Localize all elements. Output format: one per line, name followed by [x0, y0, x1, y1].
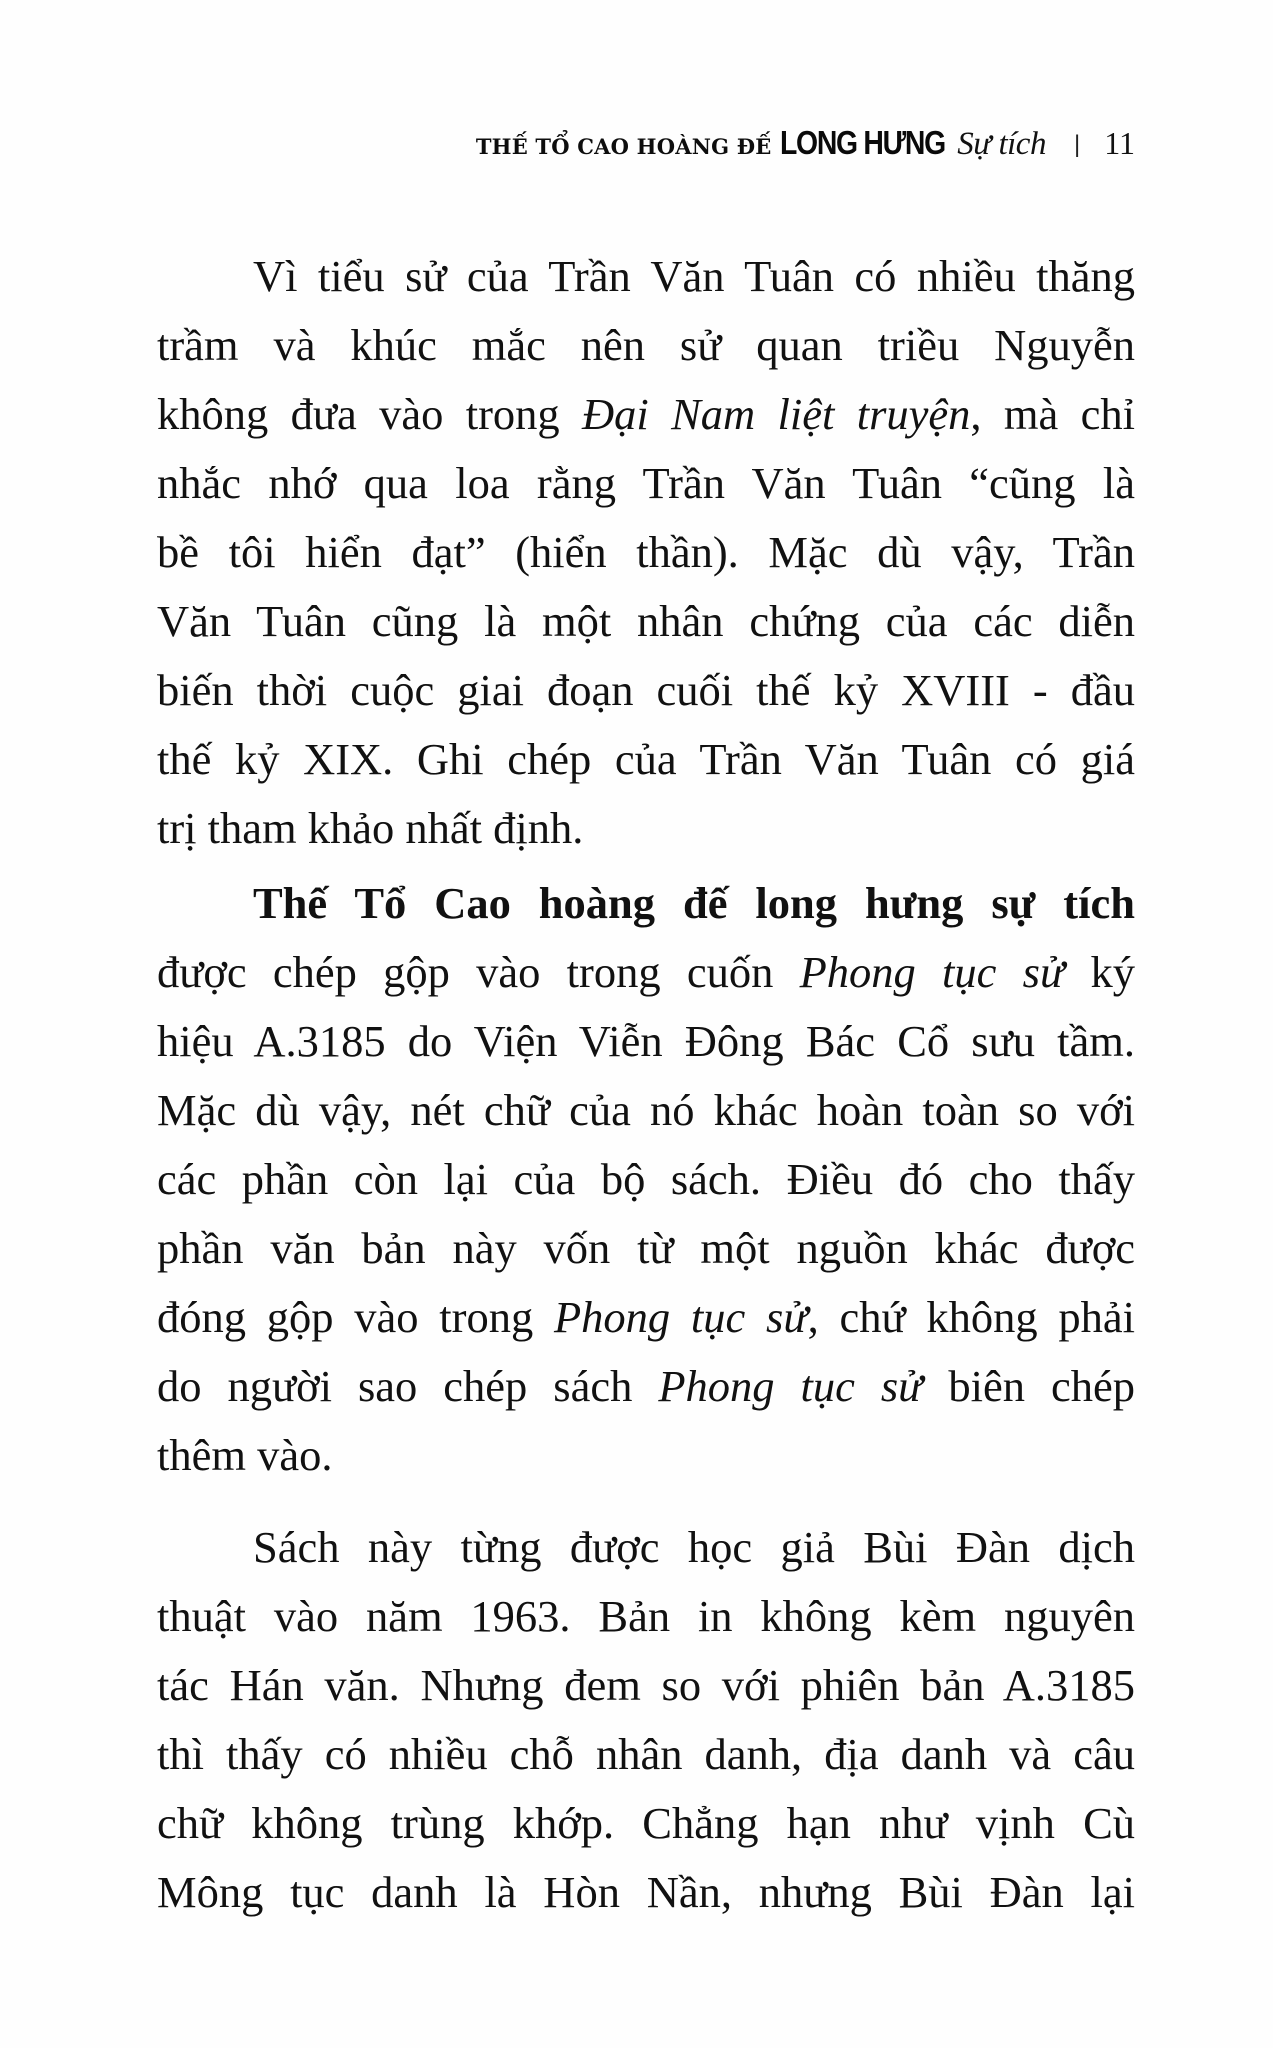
- text-run: thế kỷ XIX. Ghi chép của Trần Văn Tuân có giá: [157, 734, 1135, 784]
- text-run: bề tôi hiển đạt” (hiển thần). Mặc dù vậy, Trần: [157, 527, 1135, 577]
- text-line: [157, 449, 1135, 518]
- text-line: [157, 1858, 1135, 1927]
- text-run: tác Hán văn. Nhưng đem so với phiên bản A.3185: [157, 1660, 1135, 1710]
- text-run: , chứ không phải: [807, 1292, 1136, 1342]
- text-line: [157, 869, 1135, 938]
- italic-title-run: Phong tục sử: [799, 947, 1065, 997]
- text-run: Mông tục danh là Hòn Nần, nhưng Bùi Đàn lại: [157, 1867, 1135, 1917]
- paragraph-3: [157, 1513, 1135, 1927]
- text-run: Sách này từng được học giả Bùi Đàn dịch: [253, 1522, 1135, 1572]
- text-line: [157, 1283, 1135, 1352]
- text-run: trị tham khảo nhất định.: [157, 803, 584, 853]
- text-run: Văn Tuân cũng là một nhân chứng của các diễn: [157, 596, 1135, 646]
- text-run: chữ không trùng khớp. Chẳng hạn như vịnh Cù: [157, 1798, 1135, 1848]
- text-line: [157, 518, 1135, 587]
- text-line: [157, 1513, 1135, 1582]
- header-title-part2: LONG HƯNG: [779, 124, 945, 161]
- text-line: [157, 1145, 1135, 1214]
- bold-title-run: Thế Tổ Cao hoàng đế long hưng sự tích: [253, 878, 1135, 928]
- header-title-script: Sự tích: [957, 126, 1046, 162]
- text-run: thì thấy có nhiều chỗ nhân danh, địa danh và câu: [157, 1729, 1135, 1779]
- text-line: [157, 242, 1135, 311]
- text-run: hiệu A.3185 do Viện Viễn Đông Bác Cổ sưu tầm.: [157, 1016, 1135, 1066]
- italic-title-run: Phong tục sử: [553, 1292, 808, 1342]
- text-run: phần văn bản này vốn từ một nguồn khác được: [157, 1223, 1135, 1273]
- text-line: [157, 1789, 1135, 1858]
- paragraph-1: [157, 242, 1135, 863]
- text-run: nhắc nhớ qua loa rằng Trần Văn Tuân “cũng là: [157, 458, 1135, 508]
- running-header: [476, 124, 1135, 164]
- text-line: [157, 725, 1135, 794]
- text-run: Mặc dù vậy, nét chữ của nó khác hoàn toàn so với: [157, 1085, 1135, 1135]
- header-separator: |: [1073, 131, 1081, 158]
- header-title-part1: THẾ TỔ CAO HOÀNG ĐẾ: [475, 134, 772, 159]
- text-run: thuật vào năm 1963. Bản in không kèm nguyên: [157, 1591, 1135, 1641]
- italic-title-run: Đại Nam liệt truyện: [582, 389, 971, 439]
- text-line: [157, 1582, 1135, 1651]
- italic-title-run: Phong tục sử: [658, 1361, 923, 1411]
- text-line: [157, 1421, 1135, 1490]
- body-text: [157, 242, 1135, 1927]
- text-run: biên chép: [922, 1361, 1136, 1411]
- text-line: [157, 311, 1135, 380]
- text-line: [157, 1214, 1135, 1283]
- text-run: do người sao chép sách: [157, 1361, 659, 1411]
- paragraph-2: [157, 869, 1135, 1490]
- text-run: đóng gộp vào trong: [157, 1292, 554, 1342]
- text-line: [157, 1352, 1135, 1421]
- text-line: [157, 1007, 1135, 1076]
- paragraph-spacing: [157, 1490, 1135, 1513]
- text-line: [157, 380, 1135, 449]
- text-run: Vì tiểu sử của Trần Văn Tuân có nhiều thăng: [253, 251, 1135, 301]
- page-number: 11: [1104, 125, 1135, 161]
- text-run: không đưa vào trong: [157, 389, 582, 439]
- text-line: [157, 794, 1135, 863]
- text-line: [157, 656, 1135, 725]
- text-line: [157, 938, 1135, 1007]
- text-line: [157, 1651, 1135, 1720]
- text-run: các phần còn lại của bộ sách. Điều đó cho thấy: [157, 1154, 1135, 1204]
- text-line: [157, 587, 1135, 656]
- text-run: trầm và khúc mắc nên sử quan triều Nguyễn: [157, 320, 1135, 370]
- text-line: [157, 1076, 1135, 1145]
- text-run: , mà chỉ: [970, 389, 1135, 439]
- text-run: biến thời cuộc giai đoạn cuối thế kỷ XVIII - đầu: [157, 665, 1135, 715]
- text-line: [157, 1720, 1135, 1789]
- text-run: thêm vào.: [157, 1430, 333, 1480]
- text-run: ký: [1064, 947, 1136, 997]
- text-run: được chép gộp vào trong cuốn: [157, 947, 800, 997]
